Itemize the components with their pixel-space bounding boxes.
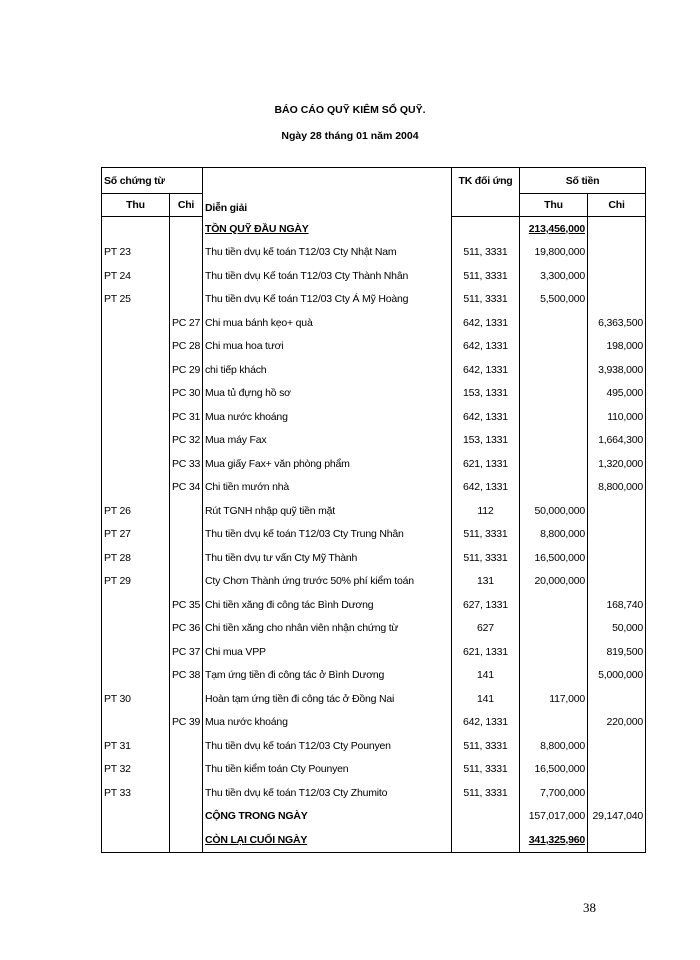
thu-text: 16,500,000	[534, 763, 585, 776]
cell-pc	[170, 805, 203, 829]
chi-text: 168,740	[606, 598, 644, 611]
cell-tk: 153, 1331	[452, 429, 520, 453]
cell-pt: PT 25	[102, 288, 170, 312]
desc-text: Thu tiền kiểm toán Cty Pounyen	[205, 763, 349, 776]
cell-thu	[520, 264, 588, 288]
table-row	[102, 828, 646, 852]
desc-text: TỒN QUỸ ĐẦU NGÀY	[205, 222, 309, 235]
report-title: BÁO CÁO QUỸ KIÊM SỔ QUỸ.	[274, 104, 426, 116]
cell-tk	[452, 828, 520, 852]
cell-tk: 511, 3331	[452, 546, 520, 570]
cell-chi	[588, 617, 646, 641]
thu-text: 50,000,000	[534, 504, 585, 517]
cell-pc: PC 33	[170, 452, 203, 476]
cell-pc	[170, 570, 203, 594]
cash-ledger-table	[101, 167, 646, 853]
chi-text: 8,800,000	[598, 481, 644, 494]
desc-text: Mua nước khoáng	[205, 716, 288, 729]
cell-pt	[102, 640, 170, 664]
cell-pt	[102, 711, 170, 735]
cell-pc	[170, 499, 203, 523]
cell-thu	[520, 805, 588, 829]
cell-chi	[588, 570, 646, 594]
cell-tk: 153, 1331	[452, 382, 520, 406]
cell-thu	[520, 335, 588, 359]
thu-text: 157,017,000	[528, 810, 585, 823]
cell-tk: 511, 3331	[452, 288, 520, 312]
table-row	[102, 758, 646, 782]
cell-pc: PC 37	[170, 640, 203, 664]
chi-text: 1,320,000	[598, 457, 644, 470]
cell-desc	[203, 429, 452, 453]
cell-tk	[452, 217, 520, 241]
chi-text: 198,000	[606, 340, 644, 353]
header-tien-chi: Chi	[588, 194, 646, 217]
desc-text: Thu tiền dvụ kế toán T12/03 Cty Trung Nhân	[205, 528, 404, 541]
cell-thu	[520, 687, 588, 711]
cell-pc	[170, 781, 203, 805]
cell-thu	[520, 382, 588, 406]
desc-text: chi tiếp khách	[205, 363, 267, 376]
cell-pt	[102, 476, 170, 500]
desc-text: Thu tiền dvụ kế toán T12/03 Cty Nhật Nam	[205, 246, 397, 259]
cell-desc	[203, 452, 452, 476]
cell-thu	[520, 452, 588, 476]
table-row	[102, 711, 646, 735]
thu-text: 117,000	[549, 692, 585, 705]
cell-chi	[588, 335, 646, 359]
chi-text: 50,000	[612, 622, 644, 635]
cell-pt	[102, 429, 170, 453]
cell-pt	[102, 358, 170, 382]
thu-text: 20,000,000	[534, 575, 585, 588]
cell-thu	[520, 288, 588, 312]
table-row	[102, 499, 646, 523]
cell-thu	[520, 570, 588, 594]
cell-pt	[102, 311, 170, 335]
table-row	[102, 805, 646, 829]
cell-pc: PC 31	[170, 405, 203, 429]
cell-pt	[102, 382, 170, 406]
cell-pt: PT 23	[102, 241, 170, 265]
header-tk-doi-ung: TK đối ứng	[452, 168, 520, 194]
cell-pt	[102, 217, 170, 241]
cell-chi	[588, 264, 646, 288]
desc-text: Rút TGNH nhập quỹ tiền mặt	[205, 504, 336, 517]
cell-chi	[588, 499, 646, 523]
cell-chi	[588, 452, 646, 476]
cell-desc	[203, 241, 452, 265]
table-row	[102, 570, 646, 594]
cell-thu	[520, 499, 588, 523]
cell-chi	[588, 805, 646, 829]
desc-text: Mua nước khoáng	[205, 410, 288, 423]
header-chi: Chi	[170, 194, 203, 217]
cell-desc	[203, 781, 452, 805]
chi-text: 819,500	[606, 645, 644, 658]
cell-tk: 642, 1331	[452, 711, 520, 735]
thu-text: 7,700,000	[540, 786, 585, 799]
cell-tk: 141	[452, 664, 520, 688]
chi-text: 495,000	[606, 387, 644, 400]
cell-pc: PC 38	[170, 664, 203, 688]
table-row	[102, 241, 646, 265]
cell-thu	[520, 429, 588, 453]
cell-thu	[520, 405, 588, 429]
table-header-row	[102, 168, 646, 194]
table-row	[102, 217, 646, 241]
chi-text: 110,000	[607, 410, 644, 423]
cell-desc	[203, 828, 452, 852]
cell-tk: 627, 1331	[452, 593, 520, 617]
cell-pc: PC 39	[170, 711, 203, 735]
cell-desc	[203, 476, 452, 500]
chi-text: 29,147,040	[592, 810, 644, 823]
desc-text: CỘNG TRONG NGÀY	[205, 810, 308, 823]
thu-text: 5,500,000	[540, 293, 585, 306]
cell-chi	[588, 758, 646, 782]
cell-desc	[203, 687, 452, 711]
cell-tk: 511, 3331	[452, 734, 520, 758]
cell-chi	[588, 382, 646, 406]
desc-text: Chi mua bánh kẹo+ quà	[205, 316, 313, 329]
cell-thu	[520, 358, 588, 382]
cell-pt	[102, 664, 170, 688]
cell-tk: 141	[452, 687, 520, 711]
cell-pc	[170, 758, 203, 782]
desc-text: Thu tiền dvụ kế toán T12/03 Cty Pounyen	[205, 739, 391, 752]
thu-text: 8,800,000	[540, 528, 585, 541]
cell-desc	[203, 640, 452, 664]
cell-chi	[588, 687, 646, 711]
cell-desc	[203, 264, 452, 288]
cell-desc	[203, 288, 452, 312]
cell-pc	[170, 217, 203, 241]
cell-tk: 642, 1331	[452, 476, 520, 500]
table-row	[102, 640, 646, 664]
cell-tk: 131	[452, 570, 520, 594]
cell-thu	[520, 758, 588, 782]
desc-text: Thu tiền dvụ kế toán T12/03 Cty Zhumito	[205, 786, 388, 799]
cell-chi	[588, 311, 646, 335]
desc-text: Chi mua hoa tươi	[205, 340, 284, 353]
table-row	[102, 546, 646, 570]
cell-pt: PT 31	[102, 734, 170, 758]
table-row	[102, 593, 646, 617]
thu-text: 341,325,960	[528, 833, 585, 846]
table-row	[102, 664, 646, 688]
cell-pt	[102, 805, 170, 829]
desc-text: Chi tiền xăng cho nhân viên nhận chứng từ	[205, 622, 399, 635]
desc-text: Tạm ứng tiền đi công tác ở Bình Dương	[205, 669, 385, 682]
cell-chi	[588, 828, 646, 852]
cell-tk: 511, 3331	[452, 241, 520, 265]
desc-text: Thu tiền dvụ Kế toán T12/03 Cty Á Mỹ Hoàng	[205, 293, 409, 306]
desc-text: Chi tiền mướn nhà	[205, 481, 290, 494]
cell-chi	[588, 288, 646, 312]
cell-tk: 621, 1331	[452, 640, 520, 664]
cell-tk: 511, 3331	[452, 781, 520, 805]
cell-desc	[203, 570, 452, 594]
thu-text: 19,800,000	[534, 246, 585, 259]
cell-chi	[588, 664, 646, 688]
desc-text: Thu tiền dvụ tư vấn Cty Mỹ Thành	[205, 551, 358, 564]
cell-pc: PC 34	[170, 476, 203, 500]
cell-desc	[203, 311, 452, 335]
cell-pc	[170, 546, 203, 570]
cell-thu	[520, 664, 588, 688]
header-tk-blank	[452, 194, 520, 217]
cell-chi	[588, 476, 646, 500]
cell-desc	[203, 593, 452, 617]
cell-chi	[588, 546, 646, 570]
cell-pc	[170, 523, 203, 547]
cell-pc	[170, 828, 203, 852]
cell-chi	[588, 241, 646, 265]
cell-chi	[588, 640, 646, 664]
cell-desc	[203, 734, 452, 758]
cell-thu	[520, 617, 588, 641]
cell-thu	[520, 217, 588, 241]
desc-text: Thu tiền dvụ Kế toán T12/03 Cty Thành Nhân	[205, 269, 409, 282]
cell-desc	[203, 805, 452, 829]
cell-desc	[203, 217, 452, 241]
cell-chi	[588, 405, 646, 429]
cell-desc	[203, 499, 452, 523]
cell-pt	[102, 828, 170, 852]
cell-pc: PC 30	[170, 382, 203, 406]
page-number: 38	[583, 900, 596, 915]
cell-pt	[102, 335, 170, 359]
table-row	[102, 734, 646, 758]
cell-tk: 627	[452, 617, 520, 641]
table-row	[102, 405, 646, 429]
chi-text: 220,000	[606, 716, 644, 729]
cell-pc	[170, 241, 203, 265]
thu-text: 16,500,000	[534, 551, 585, 564]
cell-thu	[520, 476, 588, 500]
cell-pc	[170, 734, 203, 758]
cell-desc	[203, 711, 452, 735]
table-row	[102, 476, 646, 500]
cell-desc	[203, 382, 452, 406]
cell-pt: PT 33	[102, 781, 170, 805]
desc-text: Mua giấy Fax+ văn phòng phẩm	[205, 457, 350, 470]
cell-pt	[102, 405, 170, 429]
cell-chi	[588, 429, 646, 453]
cell-tk: 112	[452, 499, 520, 523]
cell-thu	[520, 828, 588, 852]
cell-tk: 511, 3331	[452, 758, 520, 782]
cell-chi	[588, 711, 646, 735]
cell-desc	[203, 358, 452, 382]
thu-text: 8,800,000	[540, 739, 585, 752]
cell-desc	[203, 405, 452, 429]
desc-text: Chi mua VPP	[205, 645, 266, 658]
cell-desc	[203, 617, 452, 641]
cell-pt	[102, 617, 170, 641]
cell-thu	[520, 593, 588, 617]
cell-pt: PT 26	[102, 499, 170, 523]
table-row	[102, 452, 646, 476]
header-so-chung-tu: Số chứng từ	[102, 168, 203, 194]
cell-chi	[588, 593, 646, 617]
table-row	[102, 358, 646, 382]
cell-thu	[520, 523, 588, 547]
chi-text: 6,363,500	[598, 316, 644, 329]
cell-tk: 511, 3331	[452, 523, 520, 547]
cell-pt: PT 27	[102, 523, 170, 547]
desc-text: Mua tủ đựng hồ sơ	[205, 387, 291, 400]
desc-text: Chi tiền xăng đi công tác Bình Dương	[205, 598, 374, 611]
cell-pt	[102, 452, 170, 476]
thu-text: 3,300,000	[540, 269, 585, 282]
table-row	[102, 781, 646, 805]
chi-text: 3,938,000	[598, 363, 644, 376]
table-row	[102, 382, 646, 406]
cell-thu	[520, 546, 588, 570]
header-dien-giai: Diễn giải	[203, 168, 452, 217]
cell-desc	[203, 335, 452, 359]
cell-pc: PC 32	[170, 429, 203, 453]
cell-thu	[520, 640, 588, 664]
table-row	[102, 311, 646, 335]
cell-tk: 642, 1331	[452, 358, 520, 382]
cell-desc	[203, 758, 452, 782]
cell-thu	[520, 734, 588, 758]
header-thu: Thu	[102, 194, 170, 217]
cell-pc: PC 27	[170, 311, 203, 335]
cell-thu	[520, 241, 588, 265]
cell-tk: 642, 1331	[452, 405, 520, 429]
table-row	[102, 264, 646, 288]
cell-pt: PT 30	[102, 687, 170, 711]
desc-text: CÒN LẠI CUỐI NGÀY	[205, 833, 308, 846]
cell-tk: 621, 1331	[452, 452, 520, 476]
cell-desc	[203, 523, 452, 547]
cell-pt: PT 28	[102, 546, 170, 570]
cell-desc	[203, 664, 452, 688]
table-row	[102, 288, 646, 312]
cell-pt	[102, 593, 170, 617]
cell-pt: PT 24	[102, 264, 170, 288]
cell-pc: PC 28	[170, 335, 203, 359]
chi-text: 1,664,300	[598, 434, 644, 447]
table-row	[102, 523, 646, 547]
cell-pc: PC 35	[170, 593, 203, 617]
cell-pc	[170, 687, 203, 711]
cell-pc: PC 36	[170, 617, 203, 641]
cell-pc	[170, 288, 203, 312]
cell-pt: PT 29	[102, 570, 170, 594]
desc-text: Hoàn tạm ứng tiền đi công tác ở Đồng Nai	[205, 692, 395, 705]
cell-desc	[203, 546, 452, 570]
report-date: Ngày 28 tháng 01 năm 2004	[281, 130, 419, 142]
cell-pc	[170, 264, 203, 288]
cell-thu	[520, 311, 588, 335]
table-row	[102, 687, 646, 711]
cell-tk	[452, 805, 520, 829]
desc-text: Cty Chơn Thành ứng trước 50% phí kiểm toán	[205, 575, 414, 588]
desc-text: Mua máy Fax	[205, 434, 267, 447]
cell-tk: 642, 1331	[452, 311, 520, 335]
cell-pc: PC 29	[170, 358, 203, 382]
table-row	[102, 429, 646, 453]
header-so-tien: Số tiền	[520, 168, 646, 194]
cell-pt: PT 32	[102, 758, 170, 782]
cell-tk: 511, 3331	[452, 264, 520, 288]
cell-tk: 642, 1331	[452, 335, 520, 359]
cell-thu	[520, 711, 588, 735]
table-row	[102, 617, 646, 641]
header-tien-thu: Thu	[520, 194, 588, 217]
cell-chi	[588, 217, 646, 241]
cell-chi	[588, 781, 646, 805]
cell-chi	[588, 523, 646, 547]
cell-chi	[588, 358, 646, 382]
thu-text: 213,456,000	[528, 222, 585, 235]
chi-text: 5,000,000	[598, 669, 644, 682]
table-row	[102, 335, 646, 359]
cell-chi	[588, 734, 646, 758]
cell-thu	[520, 781, 588, 805]
